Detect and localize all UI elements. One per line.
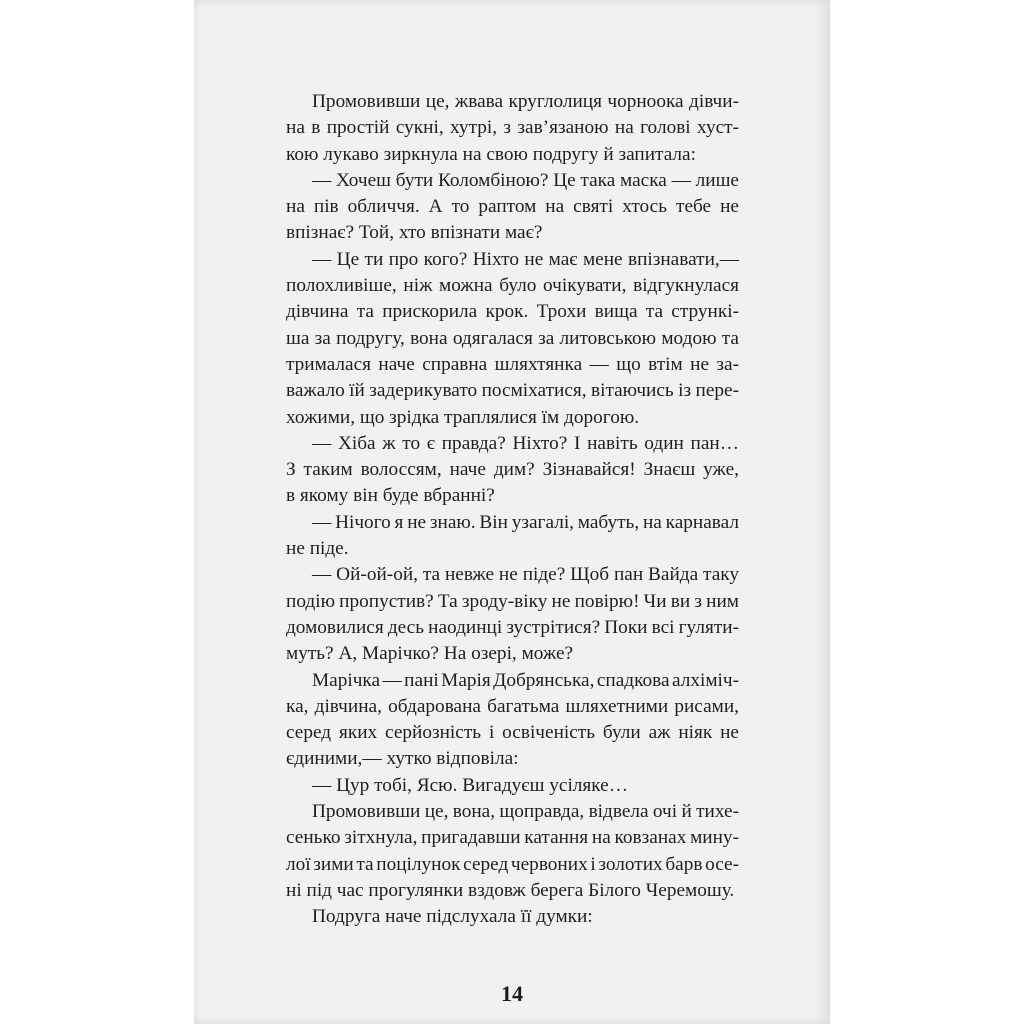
text-line-content: впізнає? Той, хто впізнати має? [286,222,543,244]
text-line [286,378,739,404]
text-line-content: хожими, що зрідка траплялися їм дорогою. [286,406,640,428]
text-line [286,615,739,641]
text-line [286,194,739,220]
text-line [286,483,739,509]
text-line-content: ні під час прогулянки вздовж берега Білого Черемошу. [286,879,735,901]
text-line-content: на пів обличчя. А то раптом на святі хтось тебе не [286,196,739,218]
text-line [286,352,739,378]
text-line-content: домовилися десь наодинці зустрітися? Поки всі гуляти- [286,616,739,638]
page-number: 14 [501,981,523,1006]
text-line-content: ша за подругу, вона одягалася за литовською модою та [286,327,739,349]
text-line [286,536,739,562]
text-line [286,641,739,667]
text-line [286,904,739,930]
text-line-content: трималася наче справна шляхтянка — що втім не за- [286,353,739,375]
text-line-content: Марічка — пані Марія Добрянська, спадкова алхіміч- [312,669,739,691]
text-line [286,220,739,246]
text-line [286,89,739,115]
text-line [286,825,739,851]
text-line [286,694,739,720]
text-line-content: Промовивши це, жвава круглолиця чорноока дівчи- [312,91,739,112]
text-line-content: ка, дівчина, обдарована багатьма шляхетними рисами, [286,695,739,717]
text-line [286,589,739,615]
text-line-content: не піде. [286,538,349,560]
text-line-content: З таким волоссям, наче дим? Зізнавайся! Знаєш уже, [286,459,739,481]
text-line [286,326,739,352]
text-line [286,799,739,825]
text-line-content: Промовивши це, вона, щоправда, відвела очі й тихе- [312,801,739,823]
text-line [286,852,739,878]
text-line [286,115,739,141]
text-line-content: кою лукаво зиркнула на свою подругу й запитала: [286,143,696,165]
text-line-content: — Хочеш бути Коломбіною? Це така маска — лише [312,169,739,191]
text-line [286,510,739,536]
text-line [286,299,739,325]
text-line-content: — Це ти про кого? Ніхто не має мене впізнавати,— [312,248,739,270]
text-line [286,168,739,194]
text-line [286,878,739,904]
text-line-content: подію пропустив? Та зроду-віку не повірю! Чи ви з ним [286,590,739,612]
text-line [286,457,739,483]
text-line [286,720,739,746]
text-line-content: сенько зітхнула, пригадавши катання на ковзанах мину- [286,827,739,849]
text-line [286,142,739,168]
text-line-content: — Нічого я не знаю. Він узагалі, мабуть, на карнавал [312,511,739,533]
text-line [286,405,739,431]
body-text [286,89,739,931]
text-line [286,431,739,457]
text-line-content: — Ой-ой-ой, та невже не піде? Щоб пан Вайда таку [312,564,739,586]
text-line-content: серед яких серйозність і освіченість були аж ніяк не [286,722,739,744]
text-line-content: лої зими та поцілунок серед червоних і золотих барв осе- [286,853,739,875]
text-line [286,562,739,588]
text-line [286,773,739,799]
text-line-content: — Цур тобі, Ясю. Вигадуєш усіляке… [312,774,629,796]
text-line [286,273,739,299]
text-line-content: полохливіше, ніж можна було очікувати, відгукнулася [286,275,739,297]
text-line-content: муть? А, Марічко? На озері, може? [286,643,574,665]
book-page [194,0,830,1024]
text-line-content: на в простій сукні, хутрі, з зав’язаною на голові хуст- [286,117,739,139]
text-line-content: дівчина та прискорила крок. Трохи вища та стрункі- [286,301,739,323]
text-line [286,668,739,694]
text-line [286,746,739,772]
text-line-content: в якому він буде вбранні? [286,485,495,507]
text-line [286,247,739,273]
text-line-content: єдиними,— хутко відповіла: [286,748,519,770]
text-line-content: Подруга наче підслухала її думки: [312,906,593,928]
text-line-content: — Хіба ж то є правда? Ніхто? І навіть один пан… [312,432,739,454]
text-line-content: важало їй задерикувато посміхатися, вітаючись із пере- [286,380,739,402]
